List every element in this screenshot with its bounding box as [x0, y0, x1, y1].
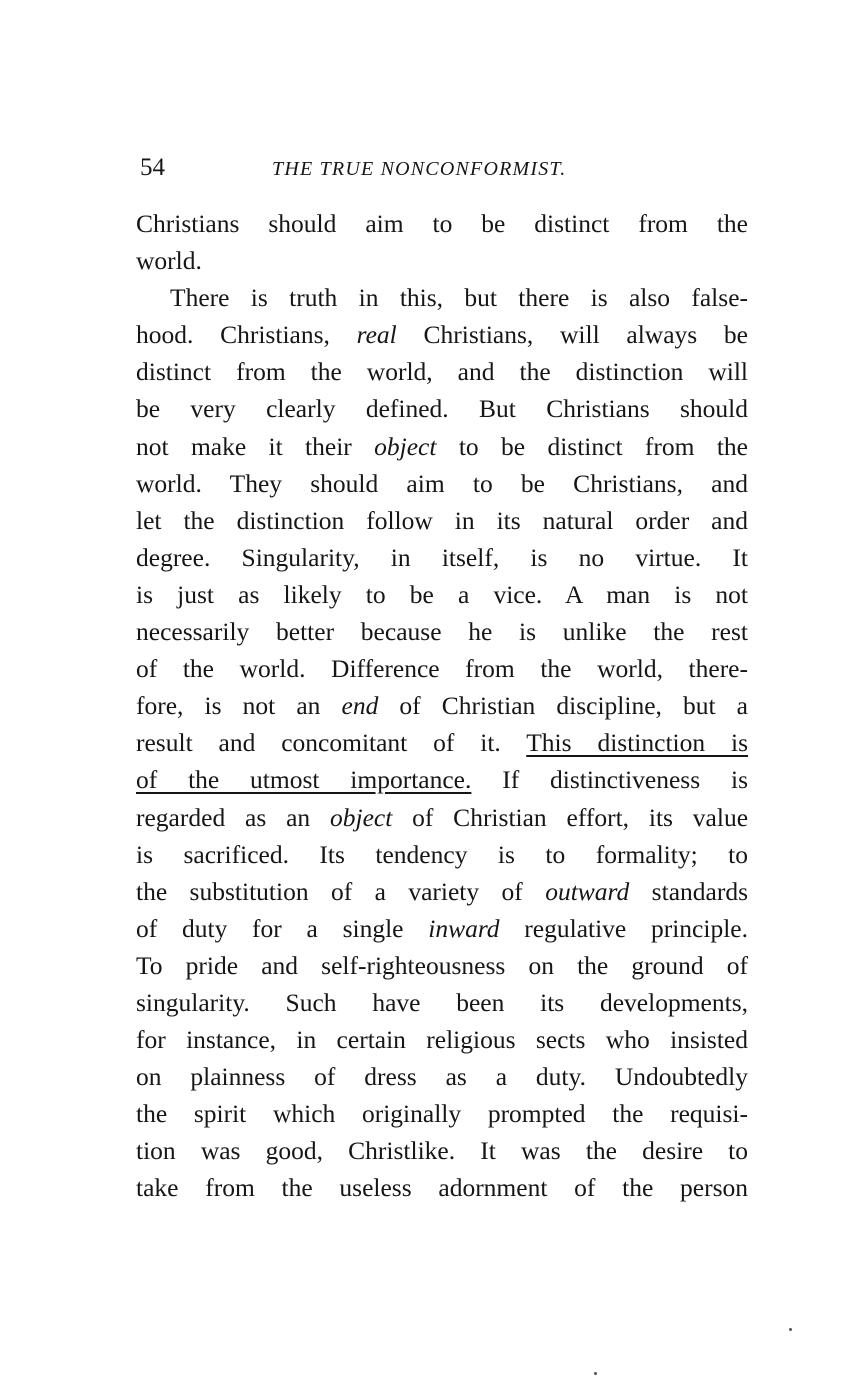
body-text [136, 205, 748, 1207]
text-line: degree. Singularity, in itself, is no virtue. It [136, 542, 748, 572]
text-line: regarded as an object of Christian effort, its value [136, 802, 749, 832]
text-line: Christians should aim to be distinct from the [136, 209, 748, 238]
paper-speck [594, 1372, 597, 1375]
text-line: necessarily better because he is unlike the rest [136, 617, 748, 647]
emphasis: inward [428, 913, 500, 943]
text-line: There is truth in this, but there is also false- [170, 283, 748, 313]
underlined-text: of the utmost importance. [136, 765, 472, 795]
text-line: take from the useless adornment of the person [136, 1173, 748, 1203]
text-line: fore, is not an end of Christian discipline, but a [136, 691, 748, 721]
text-line: the substitution of a variety of outward standards [136, 876, 748, 906]
emphasis: object [374, 431, 437, 461]
text-line: result and concomitant of it. This distinction is [136, 728, 748, 758]
text-line: be very clearly defined. But Christians should [136, 394, 748, 424]
emphasis: outward [545, 876, 630, 906]
running-head: THE TRUE NONCONFORMIST. [272, 158, 567, 180]
text-line: singularity. Such have been its developments, [136, 987, 748, 1017]
text-line: of the world. Difference from the world, there- [136, 654, 748, 684]
emphasis: end [341, 691, 379, 721]
text-line: world. [136, 246, 202, 276]
text-line: for instance, in certain religious sects who insisted [136, 1025, 748, 1055]
text-line: not make it their object to be distinct from the [136, 431, 748, 461]
text-line: To pride and self-righteousness on the ground of [136, 950, 748, 980]
text-line: is just as likely to be a vice. A man is not [136, 579, 748, 609]
text-line: world. They should aim to be Christians, and [136, 468, 748, 498]
underlined-text: This distinction is [526, 728, 748, 758]
text-line: tion was good, Christlike. It was the desire to [136, 1136, 748, 1166]
text-line: is sacrificed. Its tendency is to formality; to [136, 839, 748, 869]
text-line: of duty for a single inward regulative principle. [136, 913, 748, 943]
text-line: let the distinction follow in its natural order and [136, 505, 748, 535]
paper-speck [789, 1328, 792, 1331]
text-line: of the utmost importance. If distinctiveness is [136, 765, 748, 795]
emphasis: object [329, 802, 393, 832]
text-line: the spirit which originally prompted the requisi- [136, 1099, 748, 1129]
emphasis: real [356, 320, 397, 350]
text-line: hood. Christians, real Christians, will always be [136, 320, 749, 350]
page-number: 54 [140, 154, 165, 181]
page-header [138, 150, 748, 194]
text-line: on plainness of dress as a duty. Undoubtedly [136, 1062, 748, 1092]
text-line: distinct from the world, and the distinction will [136, 357, 748, 387]
